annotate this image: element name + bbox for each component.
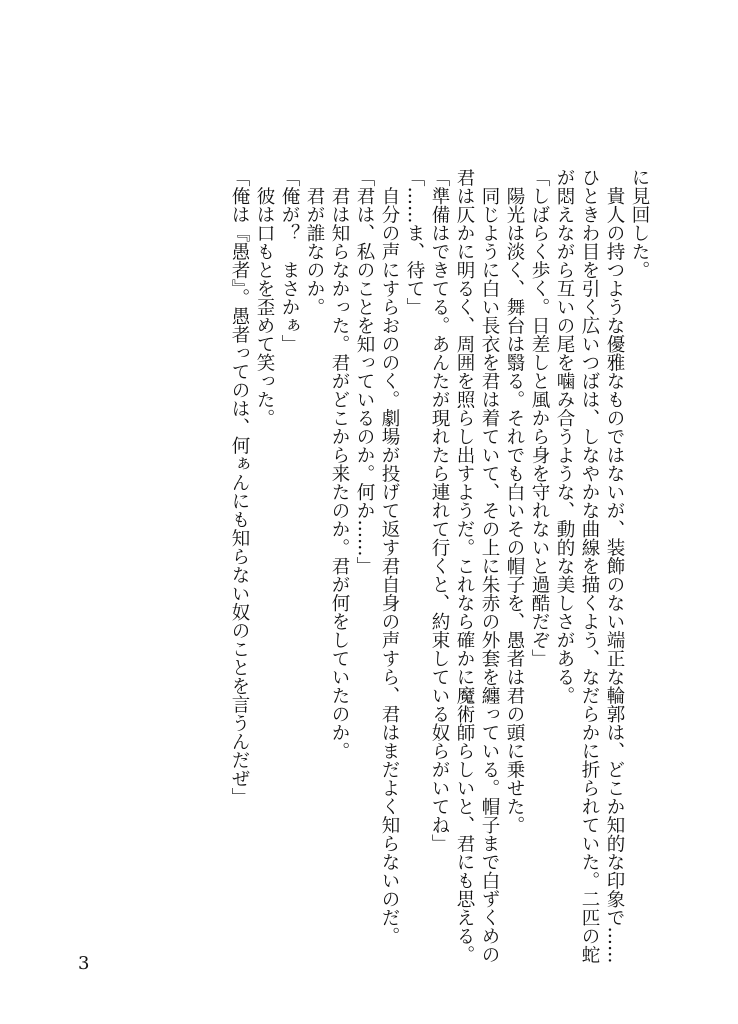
text-line: 「君は、私のことを知っているのか。何か……」	[354, 168, 375, 575]
text-line: 「俺が？ まさかぁ」	[279, 168, 300, 353]
page-number: 3	[78, 953, 90, 974]
text-line: 「しばらく歩く。日差しと風から身を守れないと過酷だぞ」	[529, 168, 550, 668]
text-line: 自分の声にすらおののく。劇場が投げて返す君自身の声すら、君はまだよく知らないのだ。	[379, 168, 400, 945]
text-line: 「俺は『愚者』。愚者ってのは、何ぁんにも知らない奴のことを言うんだぜ」	[229, 168, 250, 807]
text-line: 彼は口もとを歪めて笑った。	[254, 168, 275, 427]
text-line: 同じように白い長衣を君は着ていて、その上に朱赤の外套を纏っている。帽子まで白ずくめの	[479, 168, 500, 964]
vertical-text-body	[227, 168, 652, 964]
text-line: 「準備はできてる。あんたが現れたら連れて行くと、約束している奴らがいてね」	[429, 168, 450, 853]
text-line: ひときわ目を引く広いつばは、しなやかな曲線を描くよう、なだらかに折られていた。二匹の蛇	[579, 168, 600, 964]
text-line: 貴人の持つような優雅なものではないが、装飾のない端正な輪郭は、どこか知的な印象で……	[604, 168, 625, 964]
text-line: 君は仄かに明るく、周囲を照らし出すようだ。これなら確かに魔術師らしいと、君にも思える。	[454, 168, 475, 964]
text-line: 君が誰なのか。	[304, 168, 325, 316]
text-line: に見回した。	[629, 168, 650, 279]
text-line: 「……ま、待て」	[404, 168, 425, 316]
text-line: 陽光は淡く、舞台は翳る。それでも白いその帽子を、愚者は君の頭に乗せた。	[504, 168, 525, 834]
text-line: 君は知らなかった。君がどこから来たのか。君が何をしていたのか。	[329, 168, 350, 760]
text-line: が悶えながら互いの尾を噛み合うような、動的な美しさがある。	[554, 168, 575, 705]
